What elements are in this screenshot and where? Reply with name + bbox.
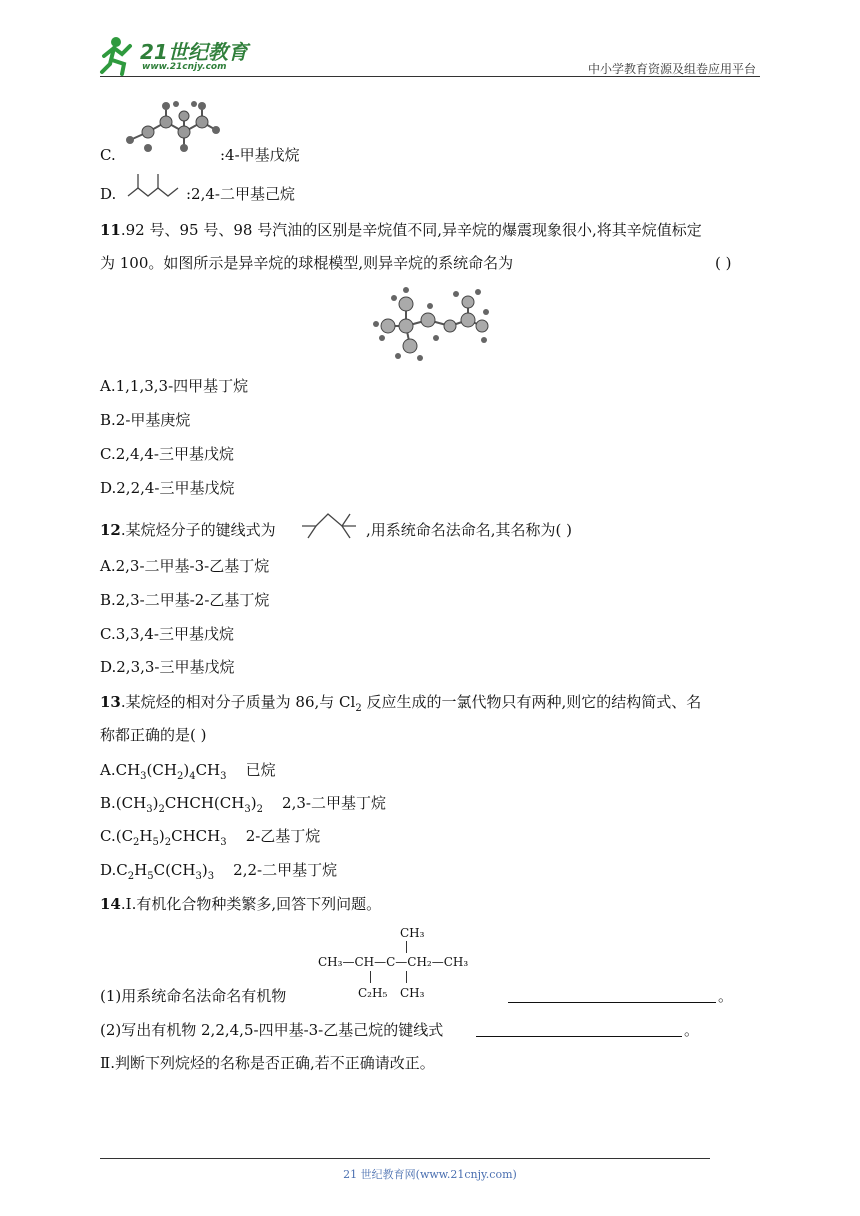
formula-left-bond: [370, 971, 371, 983]
header-divider: [100, 76, 760, 77]
q13-option-d: $D.C_2H_5C(CH_3)_3$ 2,2-二甲基丁烷: [100, 861, 338, 882]
q11-option-a: A.1,1,3,3-四甲基丁烷: [100, 377, 249, 395]
formula-main-chain: CH₃—CH—C—CH₂—CH₃: [318, 955, 469, 969]
formula-top-ch3: CH₃: [400, 926, 425, 940]
q13-stem-line1: 13.某烷烃的相对分子质量为 86,与 $Cl_2$ 反应生成的一氯代物只有两种,则它的结构简式、名: [100, 693, 702, 714]
q10-option-c: C.: [100, 146, 116, 164]
q12-option-c: C.3,3,4-三甲基戊烷: [100, 625, 234, 643]
q13-option-a: $A.CH_3(CH_2)_4CH_3$ 已烷: [100, 761, 276, 782]
q11-option-b: B.2-甲基庚烷: [100, 411, 191, 429]
ball-stick-model-c: [114, 96, 222, 162]
q14-sub2-end: 。: [684, 1021, 700, 1039]
q13-stem-line2: 称都正确的是( ): [100, 726, 207, 744]
q14-sub1-answer-blank[interactable]: [508, 984, 716, 1003]
q11-option-c: C.2,4,4-三甲基戊烷: [100, 445, 234, 463]
q14-sub2-answer-blank[interactable]: [476, 1018, 682, 1037]
q10-option-d-name: :2,4-二甲基己烷: [186, 185, 295, 203]
logo-url: www.21cnjy.com: [142, 62, 227, 72]
q12-skeletal-formula: [298, 508, 360, 540]
q12-stem-before: 12.某烷烃分子的键线式为: [100, 521, 276, 539]
footer-divider: [100, 1158, 710, 1159]
q12-option-a: A.2,3-二甲基-3-乙基丁烷: [100, 557, 270, 575]
footer-text: 21 世纪教育网(www.21cnjy.com): [343, 1168, 517, 1181]
q14-part1: 14.Ⅰ.有机化合物种类繁多,回答下列问题。: [100, 895, 382, 913]
isooctane-ball-stick-model: [370, 284, 490, 364]
formula-right-bond: [406, 971, 407, 983]
formula-bottom-right: CH₃: [400, 986, 425, 1000]
q14-sub2: (2)写出有机物 2,2,4,5-四甲基-3-乙基己烷的键线式: [100, 1021, 444, 1039]
q14-sub1-end: 。: [718, 987, 734, 1005]
q11-stem-line1: 11.92 号、95 号、98 号汽油的区别是辛烷值不同,异辛烷的爆震现象很小,将其辛烷值标定: [100, 221, 702, 239]
q14-part2: Ⅱ.判断下列烷烃的名称是否正确,若不正确请改正。: [100, 1054, 435, 1072]
q11-option-d: D.2,2,4-三甲基戊烷: [100, 479, 235, 497]
q13-option-b: $B.(CH_3)_2CHCH(CH_3)_2$ 2,3-二甲基丁烷: [100, 794, 386, 815]
q11-answer-paren: ( ): [715, 254, 732, 272]
logo-title: 21世纪教育: [140, 40, 248, 64]
logo: [96, 34, 256, 76]
header-right-text: 中小学教育资源及组卷应用平台: [587, 62, 756, 76]
q10-option-c-name: :4-甲基戊烷: [220, 146, 300, 164]
q12-option-d: D.2,3,3-三甲基戊烷: [100, 658, 235, 676]
q13-option-c: $C.(C_2H_5)_2CHCH_3$ 2-乙基丁烷: [100, 827, 321, 848]
q12-option-b: B.2,3-二甲基-2-乙基丁烷: [100, 591, 270, 609]
formula-top-bond: [406, 941, 407, 953]
q14-sub1: (1)用系统命名法命名有机物: [100, 987, 287, 1005]
formula-bottom-left: C₂H₅: [358, 986, 388, 1000]
q11-stem-line2: 为 100。如图所示是异辛烷的球棍模型,则异辛烷的系统命名为: [100, 254, 514, 272]
q10-option-d: D.: [100, 185, 117, 203]
skeletal-formula-d: [124, 172, 182, 200]
q12-stem-after: ,用系统命名法命名,其名称为( ): [366, 521, 573, 539]
